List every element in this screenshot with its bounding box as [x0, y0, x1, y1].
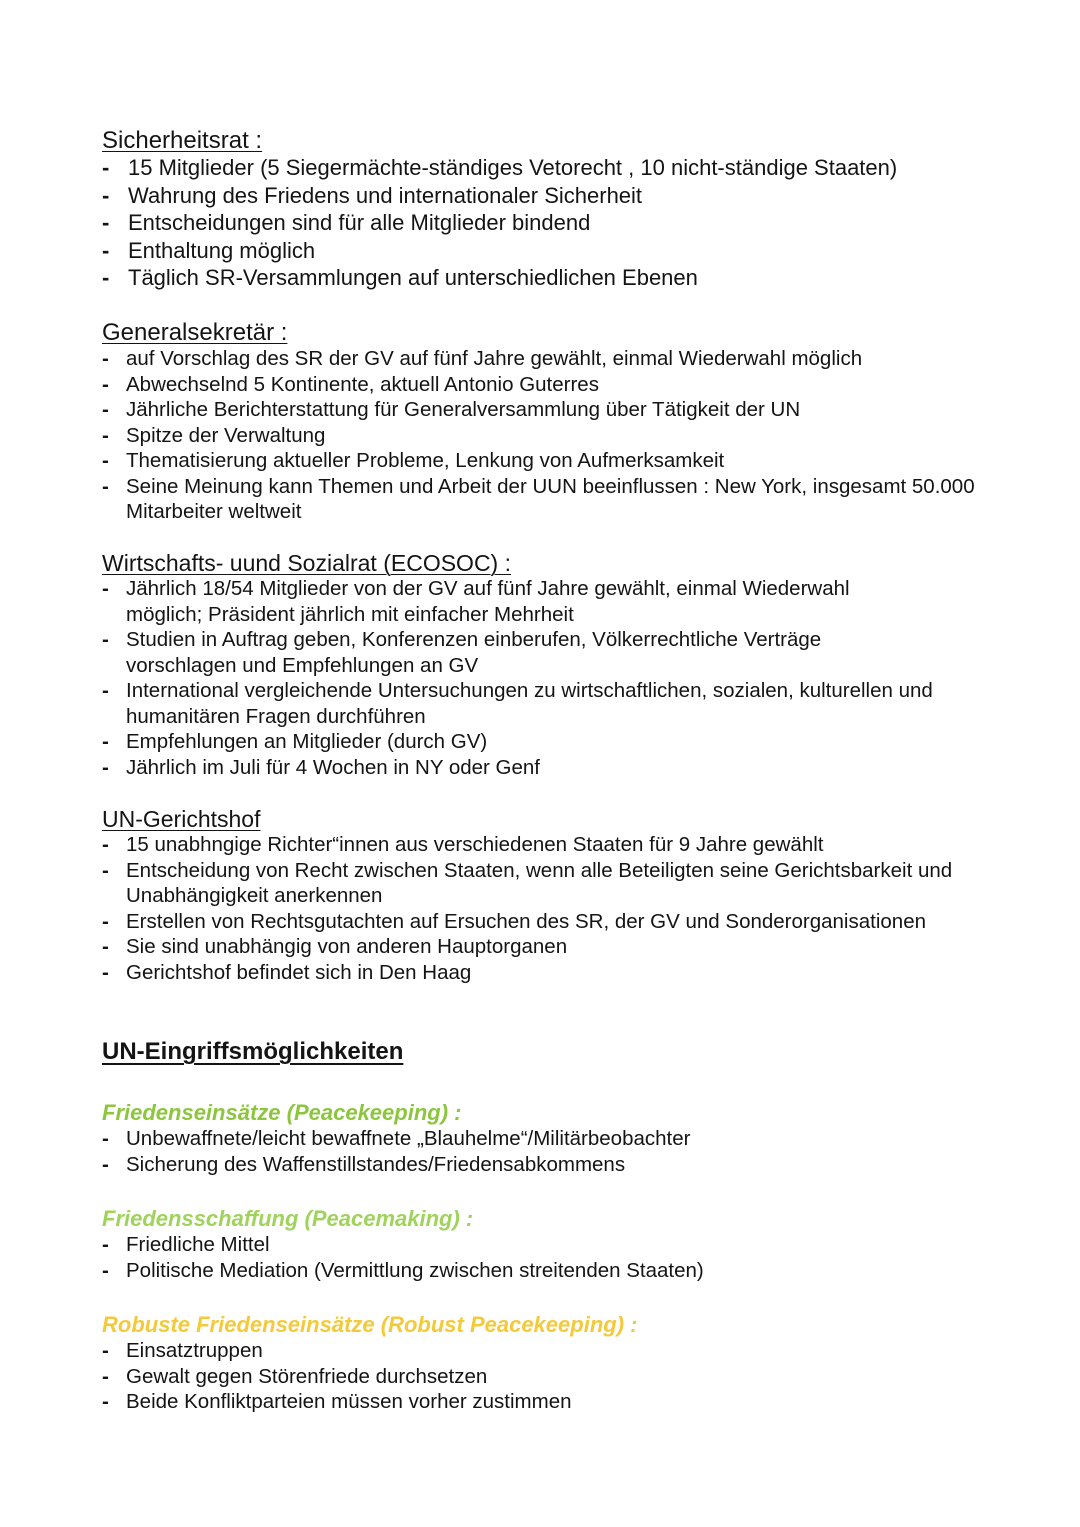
list-item: - 15 Mitglieder (5 Siegermächte-ständiges Vetorecht , 10 nicht-ständige Staaten) — [102, 154, 1020, 182]
list-item: - Abwechselnd 5 Kontinente, aktuell Antonio Guterres — [102, 372, 1020, 398]
list-item: - Beide Konfliktparteien müssen vorher zustimmen — [102, 1389, 1020, 1415]
list-item: - Gewalt gegen Störenfriede durchsetzen — [102, 1364, 1020, 1390]
list-item: - Friedliche Mittel — [102, 1232, 1020, 1258]
list-item: - Seine Meinung kann Themen und Arbeit der UUN beeinflussen : New York, insgesamt 50.000 Mitarbeiter weltweit — [102, 474, 986, 525]
list-item: - Sie sind unabhängig von anderen Hauptorganen — [102, 934, 1020, 960]
bullet-list — [102, 576, 1020, 780]
list-item: - Jährliche Berichterstattung für Generalversammlung über Tätigkeit der UN — [102, 397, 1020, 423]
list-item: - Enthaltung möglich — [102, 237, 1020, 265]
section-heading: Wirtschafts- uund Sozialrat (ECOSOC) : — [102, 550, 511, 576]
list-item: - Jährlich im Juli für 4 Wochen in NY oder Genf — [102, 755, 1020, 781]
bullet-list — [102, 1338, 1020, 1415]
list-item: - 15 unabhngige Richter“innen aus verschiedenen Staaten für 9 Jahre gewählt — [102, 832, 1020, 858]
bullet-list — [102, 832, 1020, 985]
list-item: - Entscheidung von Recht zwischen Staaten, wenn alle Beteiligten seine Gerichtsbarkeit und Unabhängigkeit anerkennen — [102, 858, 1006, 909]
subsection-title: Robuste Friedenseinsätze (Robust Peacekeeping) : — [102, 1312, 638, 1337]
list-item: - International vergleichende Untersuchungen zu wirtschaftlichen, sozialen, kulturellen und humanitären Fragen durchführen — [102, 678, 986, 729]
bullet-list — [102, 1232, 1020, 1283]
list-item: - Studien in Auftrag geben, Konferenzen einberufen, Völkerrechtliche Verträge vorschlagen und Empfehlungen an GV — [102, 627, 906, 678]
list-item: - Gerichtshof befindet sich in Den Haag — [102, 960, 1020, 986]
bullet-list — [102, 346, 1020, 525]
section-sicherheitsrat — [102, 128, 1020, 292]
subsection-peacemaking — [102, 1206, 1020, 1283]
section-heading: Sicherheitsrat : — [102, 127, 263, 154]
subsection-robust-peacekeeping — [102, 1312, 1020, 1415]
list-item: - Erstellen von Rechtsgutachten auf Ersuchen des SR, der GV und Sonderorganisationen — [102, 909, 1020, 935]
subsection-title: Friedensschaffung (Peacemaking) : — [102, 1206, 474, 1231]
list-item: - auf Vorschlag des SR der GV auf fünf Jahre gewählt, einmal Wiederwahl möglich — [102, 346, 1020, 372]
list-item: - Thematisierung aktueller Probleme, Lenkung von Aufmerksamkeit — [102, 448, 1020, 474]
main-title: UN-Eingriffsmöglichkeiten — [102, 1038, 404, 1065]
bullet-list — [102, 154, 1020, 292]
list-item: - Politische Mediation (Vermittlung zwischen streitenden Staaten) — [102, 1258, 1020, 1284]
list-item: - Spitze der Verwaltung — [102, 423, 1020, 449]
bullet-list — [102, 1126, 1020, 1177]
section-generalsekretaer — [102, 320, 1020, 525]
list-item: - Jährlich 18/54 Mitglieder von der GV auf fünf Jahre gewählt, einmal Wiederwahl möglich; Präsident jährlich mit einfacher Mehrheit — [102, 576, 926, 627]
list-item: - Empfehlungen an Mitglieder (durch GV) — [102, 729, 1020, 755]
list-item: - Täglich SR-Versammlungen auf unterschiedlichen Ebenen — [102, 264, 1020, 292]
list-item: - Entscheidungen sind für alle Mitglieder bindend — [102, 209, 1020, 237]
subsection-title: Friedenseinsätze (Peacekeeping) : — [102, 1100, 462, 1125]
section-eingriffsmoeglichkeiten — [102, 1038, 1020, 1066]
section-ecosoc — [102, 550, 1020, 780]
list-item: - Wahrung des Friedens und internationaler Sicherheit — [102, 182, 1020, 210]
section-heading: UN-Gerichtshof — [102, 806, 261, 832]
list-item: - Unbewaffnete/leicht bewaffnete „Blauhelme“/Militärbeobachter — [102, 1126, 1020, 1152]
section-un-gerichtshof — [102, 806, 1020, 985]
section-heading: Generalsekretär : — [102, 319, 288, 346]
list-item: - Einsatztruppen — [102, 1338, 1020, 1364]
subsection-peacekeeping — [102, 1100, 1020, 1177]
list-item: - Sicherung des Waffenstillstandes/Friedensabkommens — [102, 1152, 1020, 1178]
